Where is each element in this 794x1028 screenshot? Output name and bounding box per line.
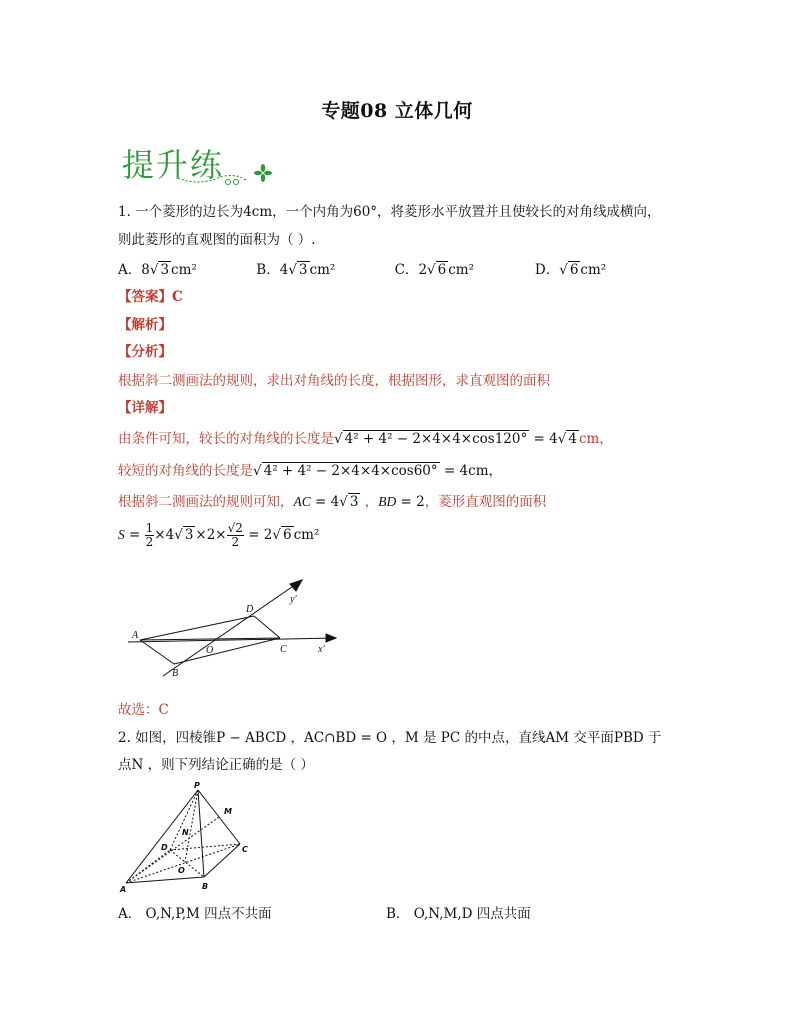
leaf-decoration-icon [118,140,278,190]
fig2-label-d: D [161,843,168,852]
fig1-label-d: D [246,604,254,615]
fig2-label-a: A [120,885,127,894]
banner-text: 提升练 [122,146,225,184]
q1-detail-line1: 由条件可知，较长的对角线的长度是√ 4² + 4² − 2×4×4×cos120° = 4√ 4 cm， [118,431,613,447]
rhombus-oblique-figure [118,572,358,682]
fig2-label-o: O [178,866,185,875]
q1-line1: 1. 一个菱形的边长为4cm，一个内角为60°，将菱形水平放置并且使较长的对角线成横向， [118,204,661,220]
q1-conclusion: 故选：C [118,702,169,718]
q1-fenxi-text: 根据斜二测画法的规则，求出对角线的长度，根据图形，求直观图的面积 [118,373,550,389]
q1-analysis-tag: 【解析】 [118,317,172,333]
q1-option-d: D．√ 6 cm² [534,262,607,278]
q1-detail-tag: 【详解】 [118,400,172,416]
fig1-label-o: O [206,645,214,656]
fig1-label-y: y′ [290,594,297,605]
fig2-label-c: C [242,845,248,854]
fig1-label-x: x′ [318,644,325,655]
fig2-label-p: P [194,781,200,790]
fig2-label-m: M [224,807,232,816]
fig2-label-b: B [202,882,209,891]
section-banner [118,140,278,190]
q2-option-a: A． O,N,P,M 四点不共面 [118,906,272,922]
fraction-root2-over-2: $\frac{√2}{2}$ [227,521,243,549]
page-title: 专题08 立体几何 [321,100,473,122]
q1-options [118,258,606,278]
q2-line2: 点N ，则下列结论正确的是（ ） [118,757,314,773]
fig2-label-n: N [182,828,189,837]
q1-line2: 则此菱形的直观图的面积为（ ）. [118,232,316,248]
pyramid-figure [118,780,263,895]
q1-option-a: A．8√ 3 cm² [118,262,197,278]
fig1-label-a: A [132,630,139,641]
q1-fenxi-tag: 【分析】 [118,344,172,360]
fig1-label-c: C [280,644,287,655]
q2-option-b: B． O,N,M,D 四点共面 [386,906,531,922]
fig1-label-b: B [172,668,179,679]
q1-detail-line3: 根据斜二测画法的规则可知，AC = 4√ 3 ，BD = 2，菱形直观图的面积 [118,494,547,510]
fraction-half: $\frac{1}{2}$ [145,521,154,549]
q1-option-c: C．2√ 6 cm² [394,262,475,278]
q1-detail-line2: 较短的对角线的长度是√ 4² + 4² − 2×4×4×cos60° = 4cm， [118,463,503,479]
q1-area-formula: S = $\frac{1}{2}$ ×4√ 3 ×2× $\frac{√2}{2}$ = 2√ 6 cm² [118,521,320,549]
q1-option-b: B．4√ 3 cm² [256,262,336,278]
q2-line1: 2. 如图，四棱锥P − ABCD ，AC∩BD = O ，M 是 PC 的中点，直线AM 交平面PBD 于 [118,730,662,746]
q1-answer: 【答案】C [118,289,183,305]
